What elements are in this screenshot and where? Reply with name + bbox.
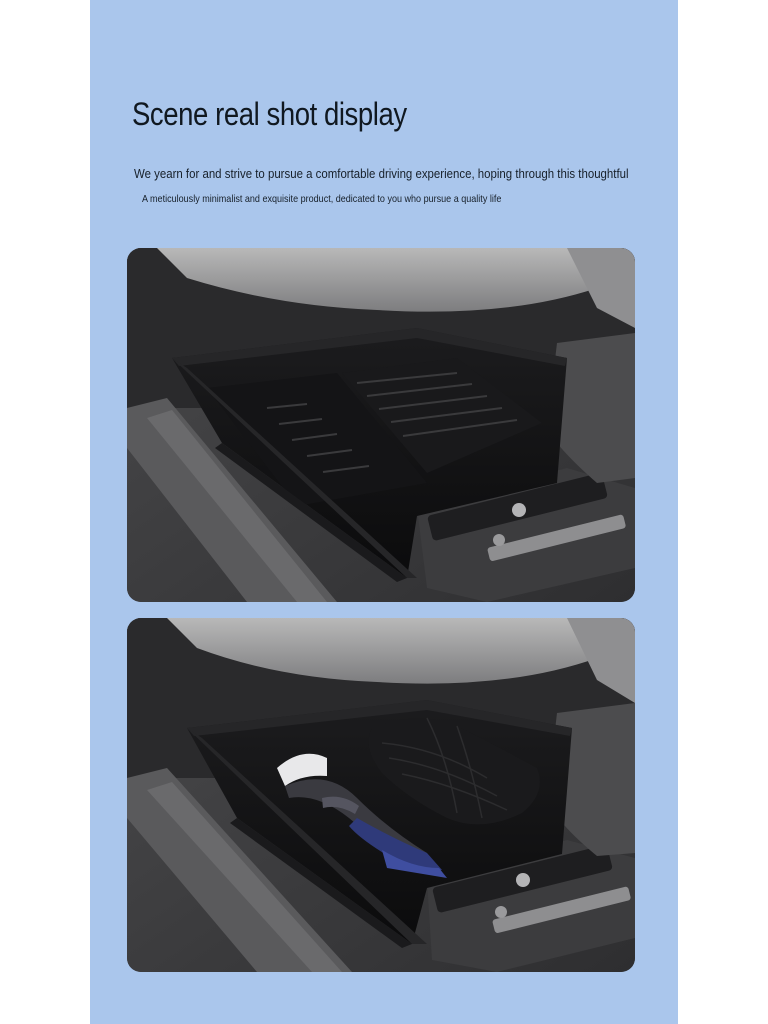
page-title: Scene real shot display (132, 96, 407, 132)
description-line-1: We yearn for and strive to pursue a comfortable driving experience, hoping through this thoughtful (134, 166, 629, 181)
scene-photo-filled-tray (127, 618, 635, 972)
filled-tray-illustration (127, 618, 635, 972)
scene-photo-empty-tray (127, 248, 635, 602)
content-panel (90, 0, 678, 1024)
description-line-2: A meticulously minimalist and exquisite product, dedicated to you who pursue a quality life (142, 193, 502, 205)
empty-tray-illustration (127, 248, 635, 602)
